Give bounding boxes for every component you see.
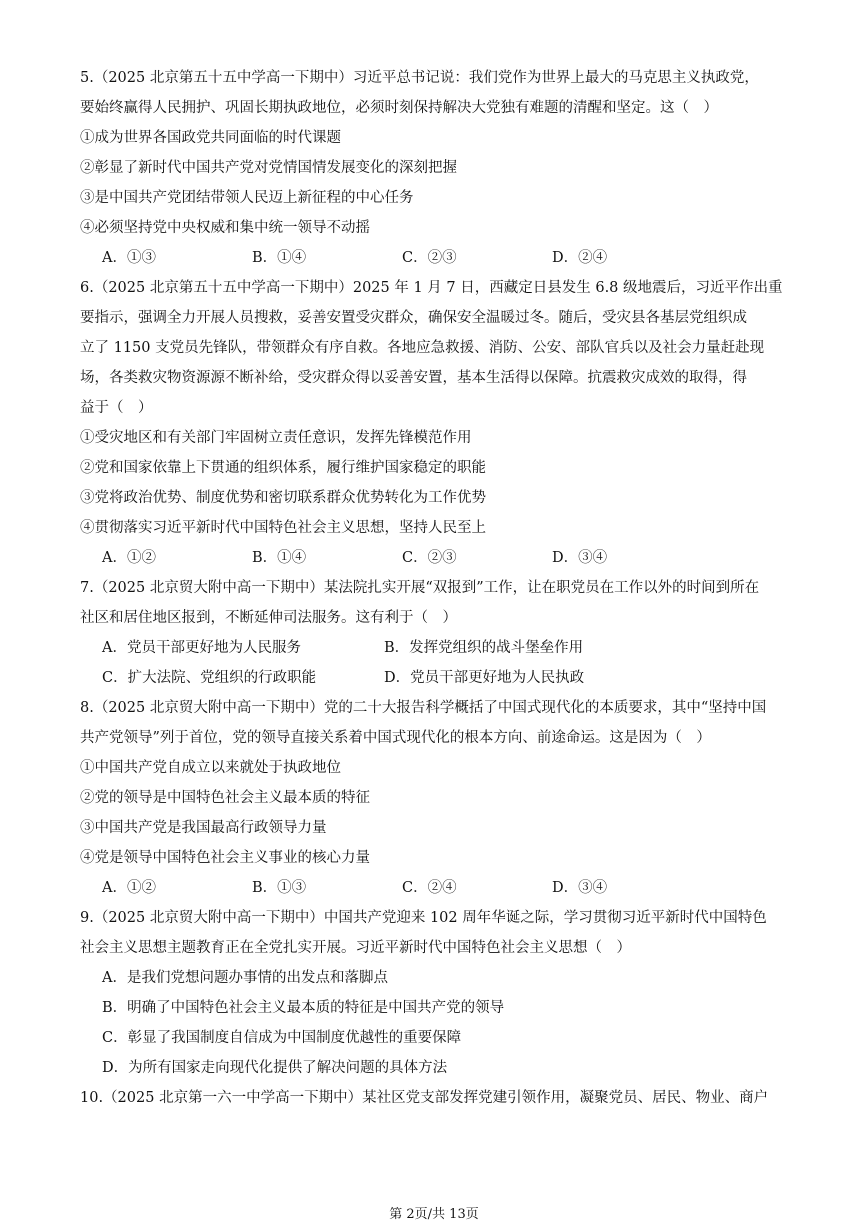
option-d: D．③④ bbox=[552, 550, 608, 566]
page-footer: 第 2页/共 13页 bbox=[389, 1207, 479, 1222]
question-6-item: ①受灾地区和有关部门牢固树立责任意识，发挥先锋模范作用 bbox=[80, 430, 472, 446]
question-8-item: ④党是领导中国特色社会主义事业的核心力量 bbox=[80, 850, 370, 866]
question-8-options bbox=[80, 873, 798, 903]
question-8-stem: 8.（2025 北京贸大附中高一下期中）党的二十大报告科学概括了中国式现代化的本质要求，其中“坚持中国 bbox=[80, 700, 767, 716]
question-7-stem: 7.（2025 北京贸大附中高一下期中）某法院扎实开展“双报到”工作，让在职党员在工作以外的时间到所在 bbox=[80, 580, 760, 596]
question-6-item: ④贯彻落实习近平新时代中国特色社会主义思想，坚持人民至上 bbox=[80, 520, 486, 536]
option-b: B．①④ bbox=[252, 250, 307, 266]
option-a: A．①③ bbox=[102, 250, 156, 266]
option-c: C．②③ bbox=[402, 250, 457, 266]
question-6-stem-cont: 益于（ ） bbox=[80, 400, 153, 416]
option-a: A．①② bbox=[102, 880, 156, 896]
question-6-stem-cont: 场，各类救灾物资源源不断补给，受灾群众得以妥善安置，基本生活得以保障。抗震救灾成效的取得，得 bbox=[80, 370, 747, 386]
question-7-options-row1 bbox=[80, 633, 798, 663]
option-a: A．是我们党想问题办事情的出发点和落脚点 bbox=[102, 970, 388, 986]
question-6-stem-cont: 立了 1150 支党员先锋队，带领群众有序自救。各地应急救援、消防、公安、部队官兵以及社会力量赶赴现 bbox=[80, 340, 765, 356]
question-8-item: ①中国共产党自成立以来就处于执政地位 bbox=[80, 760, 341, 776]
question-5-item: ④必须坚持党中央权威和集中统一领导不动摇 bbox=[80, 220, 370, 236]
question-9-stem-cont: 社会主义思想主题教育正在全党扎实开展。习近平新时代中国特色社会主义思想（ ） bbox=[80, 940, 631, 956]
option-b: B．明确了中国特色社会主义最本质的特征是中国共产党的领导 bbox=[102, 1000, 505, 1016]
question-6-item: ③党将政治优势、制度优势和密切联系群众优势转化为工作优势 bbox=[80, 490, 486, 506]
question-5-item: ①成为世界各国政党共同面临的时代课题 bbox=[80, 130, 341, 146]
option-d: D．③④ bbox=[552, 880, 608, 896]
question-10-stem: 10.（2025 北京第一六一中学高一下期中）某社区党支部发挥党建引领作用，凝聚党员、居民、物业、商户 bbox=[80, 1090, 769, 1106]
question-5-stem-cont: 要始终赢得人民拥护、巩固长期执政地位，必须时刻保持解决大党独有难题的清醒和坚定。这（ ） bbox=[80, 100, 718, 116]
question-7-stem-cont: 社区和居住地区报到，不断延伸司法服务。这有利于（ ） bbox=[80, 610, 457, 626]
option-c: C．扩大法院、党组织的行政职能 bbox=[102, 670, 317, 686]
question-5-item: ②彰显了新时代中国共产党对党情国情发展变化的深刻把握 bbox=[80, 160, 457, 176]
option-d: D．党员干部更好地为人民执政 bbox=[384, 670, 585, 686]
option-c: C．彰显了我国制度自信成为中国制度优越性的重要保障 bbox=[102, 1030, 462, 1046]
question-5-options bbox=[80, 243, 798, 273]
question-6-options bbox=[80, 543, 798, 573]
question-5-item: ③是中国共产党团结带领人民迈上新征程的中心任务 bbox=[80, 190, 414, 206]
question-6-stem: 6.（2025 北京第五十五中学高一下期中）2025 年 1 月 7 日，西藏定日县发生 6.8 级地震后，习近平作出重 bbox=[80, 280, 783, 296]
question-list bbox=[80, 63, 798, 1113]
question-6-stem-cont: 要指示，强调全力开展人员搜救，妥善安置受灾群众，确保安全温暖过冬。随后，受灾县各基层党组织成 bbox=[80, 310, 747, 326]
question-8-item: ③中国共产党是我国最高行政领导力量 bbox=[80, 820, 327, 836]
question-7-options-row2 bbox=[80, 663, 798, 693]
option-b: B．①③ bbox=[252, 880, 307, 896]
question-6-item: ②党和国家依靠上下贯通的组织体系，履行维护国家稳定的职能 bbox=[80, 460, 486, 476]
question-9-stem: 9.（2025 北京贸大附中高一下期中）中国共产党迎来 102 周年华诞之际，学习贯彻习近平新时代中国特色 bbox=[80, 910, 767, 926]
option-c: C．②④ bbox=[402, 880, 457, 896]
option-a: A．党员干部更好地为人民服务 bbox=[102, 640, 301, 656]
option-b: B．①④ bbox=[252, 550, 307, 566]
option-d: D．②④ bbox=[552, 250, 608, 266]
option-b: B．发挥党组织的战斗堡垒作用 bbox=[384, 640, 584, 656]
option-c: C．②③ bbox=[402, 550, 457, 566]
question-8-stem-cont: 共产党领导”列于首位，党的领导直接关系着中国式现代化的根本方向、前途命运。这是因为（ ） bbox=[80, 730, 711, 746]
question-5-stem: 5.（2025 北京第五十五中学高一下期中）习近平总书记说：我们党作为世界上最大的马克思主义执政党， bbox=[80, 70, 759, 86]
option-a: A．①② bbox=[102, 550, 156, 566]
option-d: D．为所有国家走向现代化提供了解决问题的具体方法 bbox=[102, 1060, 448, 1076]
question-8-item: ②党的领导是中国特色社会主义最本质的特征 bbox=[80, 790, 370, 806]
